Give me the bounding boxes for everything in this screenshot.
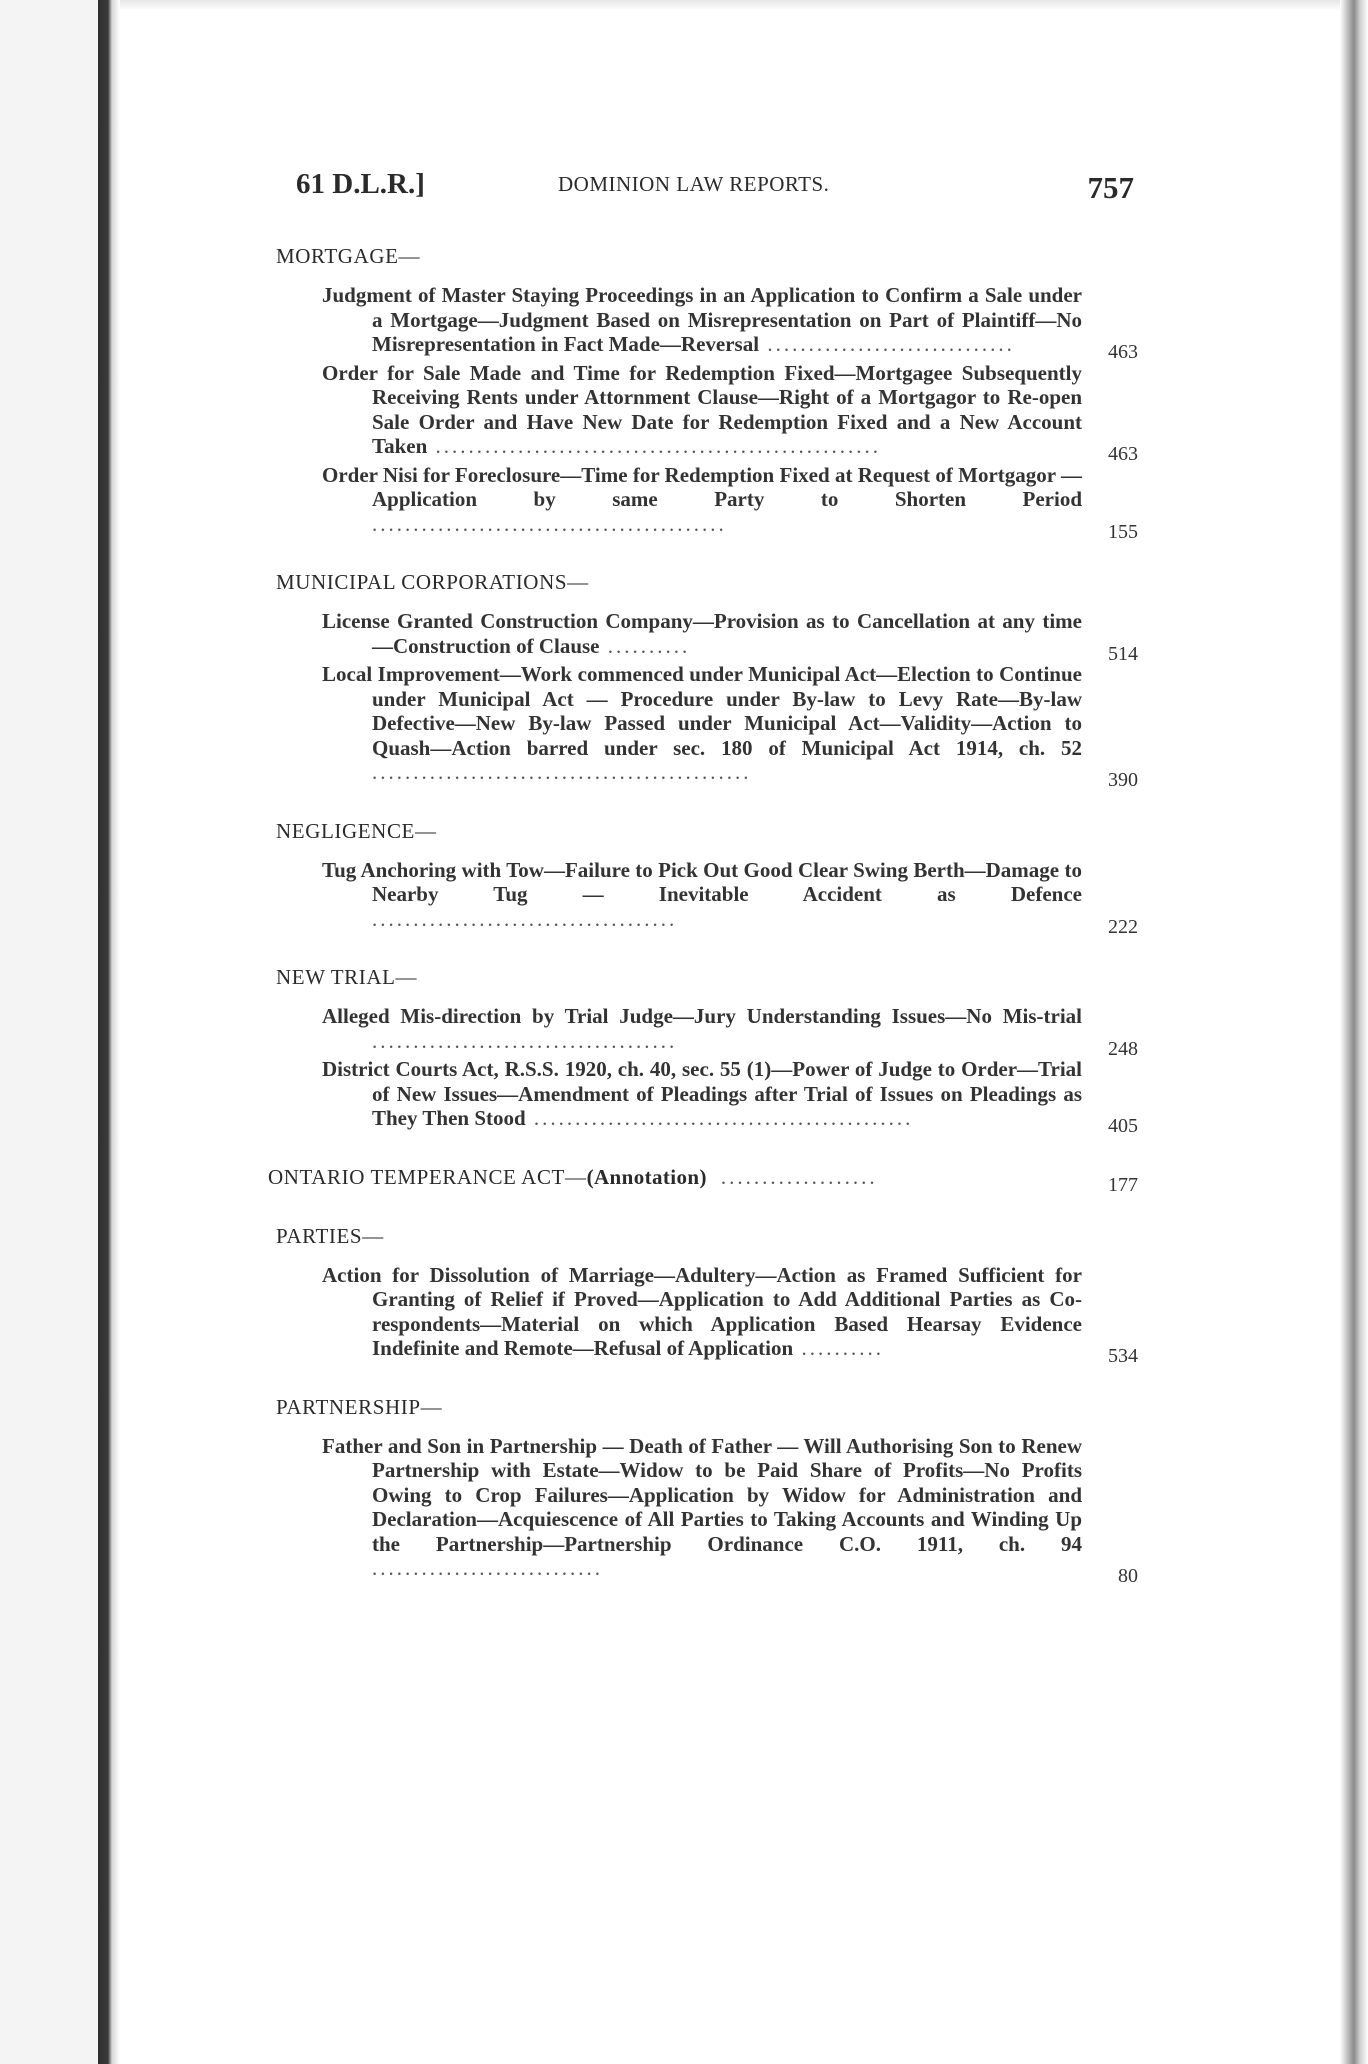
index-entry [268, 1433, 1138, 1587]
section-heading: MUNICIPAL CORPORATIONS— [276, 570, 589, 594]
entry-text: Tug Anchoring with Tow—Failure to Pick Out Good Clear Swing Berth—Damage to Nearby Tug — Inevitable Accident as Defence [322, 857, 1082, 906]
index-entry [268, 1057, 1138, 1137]
entry-text: Alleged Mis-direction by Trial Judge—Jury Understanding Issues—No Mis-trial [322, 1004, 1082, 1028]
entry-page-ref: 534 [1108, 1345, 1138, 1367]
book-spine-shadow [0, 0, 120, 2064]
page-number: 757 [1087, 170, 1134, 205]
dot-leader: ................... [720, 1164, 878, 1189]
entry-page-ref: 155 [1108, 520, 1138, 543]
index-section-parties [268, 1223, 1138, 1367]
index-entry [268, 360, 1138, 465]
section-heading: PARTIES— [276, 1223, 384, 1248]
entry-text: Order for Sale Made and Time for Redemption Fixed—Mortgagee Subsequently Receiving Rents under Attornment Clause—Right of a Mortgagor to Re-open Sale Order and Have New Date for Redemption Fixed and a New Account Taken [322, 360, 1082, 458]
entry-text: District Courts Act, R.S.S. 1920, ch. 40, sec. 55 (1)—Power of Judge to Order—Trial of New Issues—Amendment of Pleadings after Trial of Issues on Pleadings as They Then Stood [322, 1057, 1082, 1130]
index-entry [268, 857, 1138, 938]
annotation-label: (Annotation) [586, 1164, 707, 1189]
index-entry [268, 609, 1138, 665]
entry-text: Father and Son in Partnership — Death of Father — Will Authorising Son to Renew Partnership with Estate—Widow to be Paid Share of Profits—No Profits Owing to Crop Failures—Application by Widow for Administration and Declaration—Acquiescence of All Parties to Taking Accounts and Winding Up the Partnership—Partnership Ordinance C.O. 1911, ch. 94 [322, 1433, 1082, 1556]
entry-page-ref: 390 [1108, 769, 1138, 791]
dot-leader: ........................................... [372, 511, 727, 536]
index-section-municipal-corporations [268, 570, 1138, 791]
index-entry [268, 462, 1138, 543]
section-heading: MORTGAGE— [276, 244, 421, 268]
index-section-new-trial [268, 965, 1138, 1137]
index-entry-inline [268, 1164, 1138, 1196]
page-title: DOMINION LAW REPORTS. [558, 172, 830, 196]
entry-page-ref: 222 [1108, 915, 1138, 938]
index-entry [268, 662, 1138, 791]
entry-page-ref: 405 [1108, 1115, 1138, 1137]
entry-text: Order Nisi for Foreclosure—Time for Redemption Fixed at Request of Mortgagor — Application by same Party to Shorten Period [322, 462, 1082, 511]
section-heading: PARTNERSHIP— [276, 1394, 443, 1419]
dot-leader: .............................................. [372, 760, 752, 784]
dot-leader: .............................. [759, 332, 1015, 356]
index-section-partnership [268, 1394, 1138, 1587]
section-heading: NEGLIGENCE— [276, 818, 437, 843]
dot-leader: .............................................. [525, 1106, 914, 1130]
dot-leader: ...................................................... [427, 434, 882, 458]
dot-leader: ............................ [372, 1556, 603, 1580]
entry-text: Judgment of Master Staying Proceedings in an Application to Confirm a Sale under a Mortgage—Judgment Based on Misrepresentation on Part of Plaintiff—No Misrepresentation in Fact Made—Reversal [322, 283, 1082, 356]
entry-page-ref: 177 [1108, 1174, 1138, 1196]
index-section-ontario-temperance-act [268, 1164, 1138, 1196]
volume-citation: 61 D.L.R.] [296, 168, 425, 200]
page-right-edge [1340, 0, 1368, 2064]
index-section-mortgage [268, 244, 1138, 543]
entry-page-ref: 514 [1108, 642, 1138, 665]
dot-leader: .......... [793, 1336, 884, 1360]
index-entry [268, 1262, 1138, 1367]
running-head [268, 168, 1138, 216]
dot-leader: .......... [599, 633, 691, 658]
entry-page-ref: 463 [1108, 443, 1138, 465]
page-content [268, 168, 1138, 1615]
section-heading: ONTARIO TEMPERANCE ACT— [268, 1164, 587, 1189]
entry-text: Local Improvement—Work commenced under Municipal Act—Election to Continue under Municipal Act — Procedure under By-law to Levy Rate—By-law Defective—New By-law Passed under Municipal Act—Validity—Action to Quash—Action barred under sec. 180 of Municipal Act 1914, ch. 52 [322, 662, 1082, 760]
index-entry [268, 1004, 1138, 1060]
dot-leader: ..................................... [372, 906, 678, 931]
entry-page-ref: 463 [1108, 341, 1138, 363]
entry-text: License Granted Construction Company—Provision as to Cancellation at any time—Construction of Clause [322, 609, 1082, 658]
index-section-negligence [268, 818, 1138, 938]
section-heading: NEW TRIAL— [276, 965, 418, 989]
entry-page-ref: 80 [1118, 1565, 1138, 1587]
entry-text: Action for Dissolution of Marriage—Adultery—Action as Framed Sufficient for Granting of Relief if Proved—Application to Add Additional Parties as Co-respondents—Material on which Application Based Hearsay Evidence Indefinite and Remote—Refusal of Application [322, 1262, 1082, 1360]
page-top-edge [120, 0, 1340, 10]
entry-page-ref: 248 [1108, 1037, 1138, 1060]
dot-leader: ..................................... [372, 1028, 678, 1053]
index-entry [268, 283, 1138, 363]
